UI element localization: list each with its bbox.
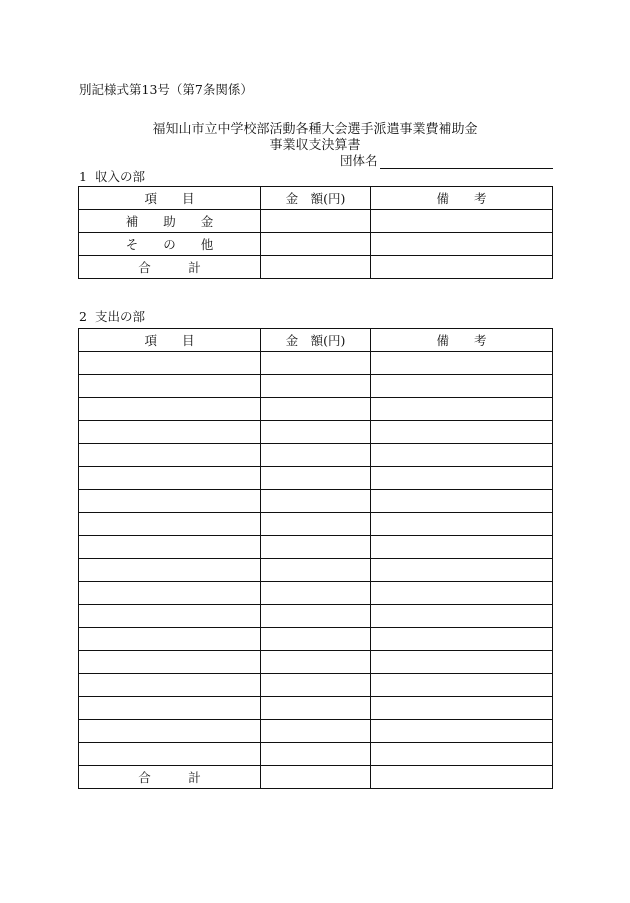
income-section-number: 1: [79, 169, 87, 184]
expense-remarks-cell[interactable]: [371, 421, 553, 444]
document-title-line2: 事業収支決算書: [269, 138, 361, 153]
expense-remarks-cell[interactable]: [371, 352, 553, 375]
expense-remarks-cell[interactable]: [371, 467, 553, 490]
expense-remarks-cell[interactable]: [371, 582, 553, 605]
expense-remarks-cell[interactable]: [371, 398, 553, 421]
expense-amount-cell[interactable]: [261, 490, 371, 513]
expense-remarks-cell[interactable]: [371, 605, 553, 628]
expense-remarks-cell[interactable]: [371, 444, 553, 467]
expense-item-cell[interactable]: [79, 421, 261, 444]
expense-remarks-cell[interactable]: [371, 766, 553, 789]
expense-remarks-cell[interactable]: [371, 559, 553, 582]
expense-header-row: [79, 329, 553, 352]
income-amount-cell[interactable]: [261, 210, 371, 233]
expense-section-title: 支出の部: [95, 309, 146, 324]
table-row: [79, 513, 553, 536]
expense-header-amount: 金 額(円): [261, 329, 371, 352]
expense-amount-cell[interactable]: [261, 766, 371, 789]
expense-item-cell[interactable]: [79, 674, 261, 697]
table-row: [79, 582, 553, 605]
expense-item-cell[interactable]: [79, 490, 261, 513]
expense-amount-cell[interactable]: [261, 352, 371, 375]
expense-remarks-cell[interactable]: [371, 536, 553, 559]
income-item-total: 合 計: [79, 256, 261, 279]
expense-item-cell[interactable]: [79, 559, 261, 582]
expense-remarks-cell[interactable]: [371, 375, 553, 398]
income-section-title: 収入の部: [95, 169, 146, 184]
expense-remarks-cell[interactable]: [371, 720, 553, 743]
table-row: [79, 559, 553, 582]
expense-item-cell[interactable]: [79, 651, 261, 674]
income-header-amount: 金 額(円): [261, 187, 371, 210]
expense-amount-cell[interactable]: [261, 628, 371, 651]
expense-item-cell[interactable]: [79, 582, 261, 605]
expense-amount-cell[interactable]: [261, 582, 371, 605]
income-remarks-cell[interactable]: [371, 256, 553, 279]
income-header-item: 項 目: [79, 187, 261, 210]
table-row: [79, 210, 553, 233]
table-row: [79, 628, 553, 651]
income-amount-cell[interactable]: [261, 256, 371, 279]
table-row: [79, 720, 553, 743]
expense-header-item: 項 目: [79, 329, 261, 352]
income-amount-cell[interactable]: [261, 233, 371, 256]
expense-item-cell[interactable]: [79, 605, 261, 628]
expense-remarks-cell[interactable]: [371, 628, 553, 651]
table-row: [79, 490, 553, 513]
table-row: [79, 352, 553, 375]
expense-amount-cell[interactable]: [261, 513, 371, 536]
expense-amount-cell[interactable]: [261, 697, 371, 720]
expense-item-cell[interactable]: [79, 697, 261, 720]
table-row: [79, 743, 553, 766]
table-row: [79, 605, 553, 628]
expense-item-cell[interactable]: [79, 513, 261, 536]
income-item-other: そ の 他: [79, 233, 261, 256]
table-row: [79, 536, 553, 559]
income-item-subsidy: 補 助 金: [79, 210, 261, 233]
table-row: [79, 674, 553, 697]
expense-amount-cell[interactable]: [261, 536, 371, 559]
expense-amount-cell[interactable]: [261, 398, 371, 421]
income-section-heading: [79, 167, 145, 185]
expense-amount-cell[interactable]: [261, 559, 371, 582]
table-row: [79, 421, 553, 444]
expense-item-cell[interactable]: [79, 444, 261, 467]
table-row: [79, 256, 553, 279]
income-table: [78, 186, 553, 279]
table-row: [79, 697, 553, 720]
expense-remarks-cell[interactable]: [371, 490, 553, 513]
expense-section-number: 2: [79, 309, 87, 324]
expense-amount-cell[interactable]: [261, 467, 371, 490]
expense-remarks-cell[interactable]: [371, 513, 553, 536]
expense-amount-cell[interactable]: [261, 651, 371, 674]
expense-remarks-cell[interactable]: [371, 697, 553, 720]
expense-item-cell[interactable]: [79, 467, 261, 490]
expense-body: [79, 352, 553, 766]
expense-item-cell[interactable]: [79, 375, 261, 398]
expense-item-cell[interactable]: [79, 720, 261, 743]
income-remarks-cell[interactable]: [371, 210, 553, 233]
income-remarks-cell[interactable]: [371, 233, 553, 256]
table-row: [79, 398, 553, 421]
expense-total-row: [79, 766, 553, 789]
expense-header-remarks: 備 考: [371, 329, 553, 352]
expense-item-cell[interactable]: [79, 743, 261, 766]
table-row: [79, 467, 553, 490]
income-header-remarks: 備 考: [371, 187, 553, 210]
expense-amount-cell[interactable]: [261, 743, 371, 766]
expense-remarks-cell[interactable]: [371, 674, 553, 697]
document-title-line1: 福知山市立中学校部活動各種大会選手派遣事業費補助金: [152, 122, 478, 137]
expense-amount-cell[interactable]: [261, 674, 371, 697]
expense-item-cell[interactable]: [79, 352, 261, 375]
expense-item-cell[interactable]: [79, 628, 261, 651]
organization-label: 団体名: [340, 153, 378, 168]
expense-item-total: 合 計: [79, 766, 261, 789]
expense-amount-cell[interactable]: [261, 421, 371, 444]
table-row: [79, 651, 553, 674]
expense-amount-cell[interactable]: [261, 720, 371, 743]
table-row: [79, 375, 553, 398]
form-number: 別記様式第13号（第7条関係）: [79, 82, 253, 97]
income-header-row: [79, 187, 553, 210]
organization-name-line[interactable]: [380, 154, 553, 169]
table-row: [79, 444, 553, 467]
organization-name-field: [340, 151, 553, 169]
expense-item-cell[interactable]: [79, 536, 261, 559]
table-row: [79, 233, 553, 256]
expense-amount-cell[interactable]: [261, 375, 371, 398]
expense-item-cell[interactable]: [79, 398, 261, 421]
expense-amount-cell[interactable]: [261, 444, 371, 467]
expense-amount-cell[interactable]: [261, 605, 371, 628]
expense-table: [78, 328, 553, 789]
expense-remarks-cell[interactable]: [371, 743, 553, 766]
expense-section-heading: [79, 307, 145, 325]
expense-remarks-cell[interactable]: [371, 651, 553, 674]
